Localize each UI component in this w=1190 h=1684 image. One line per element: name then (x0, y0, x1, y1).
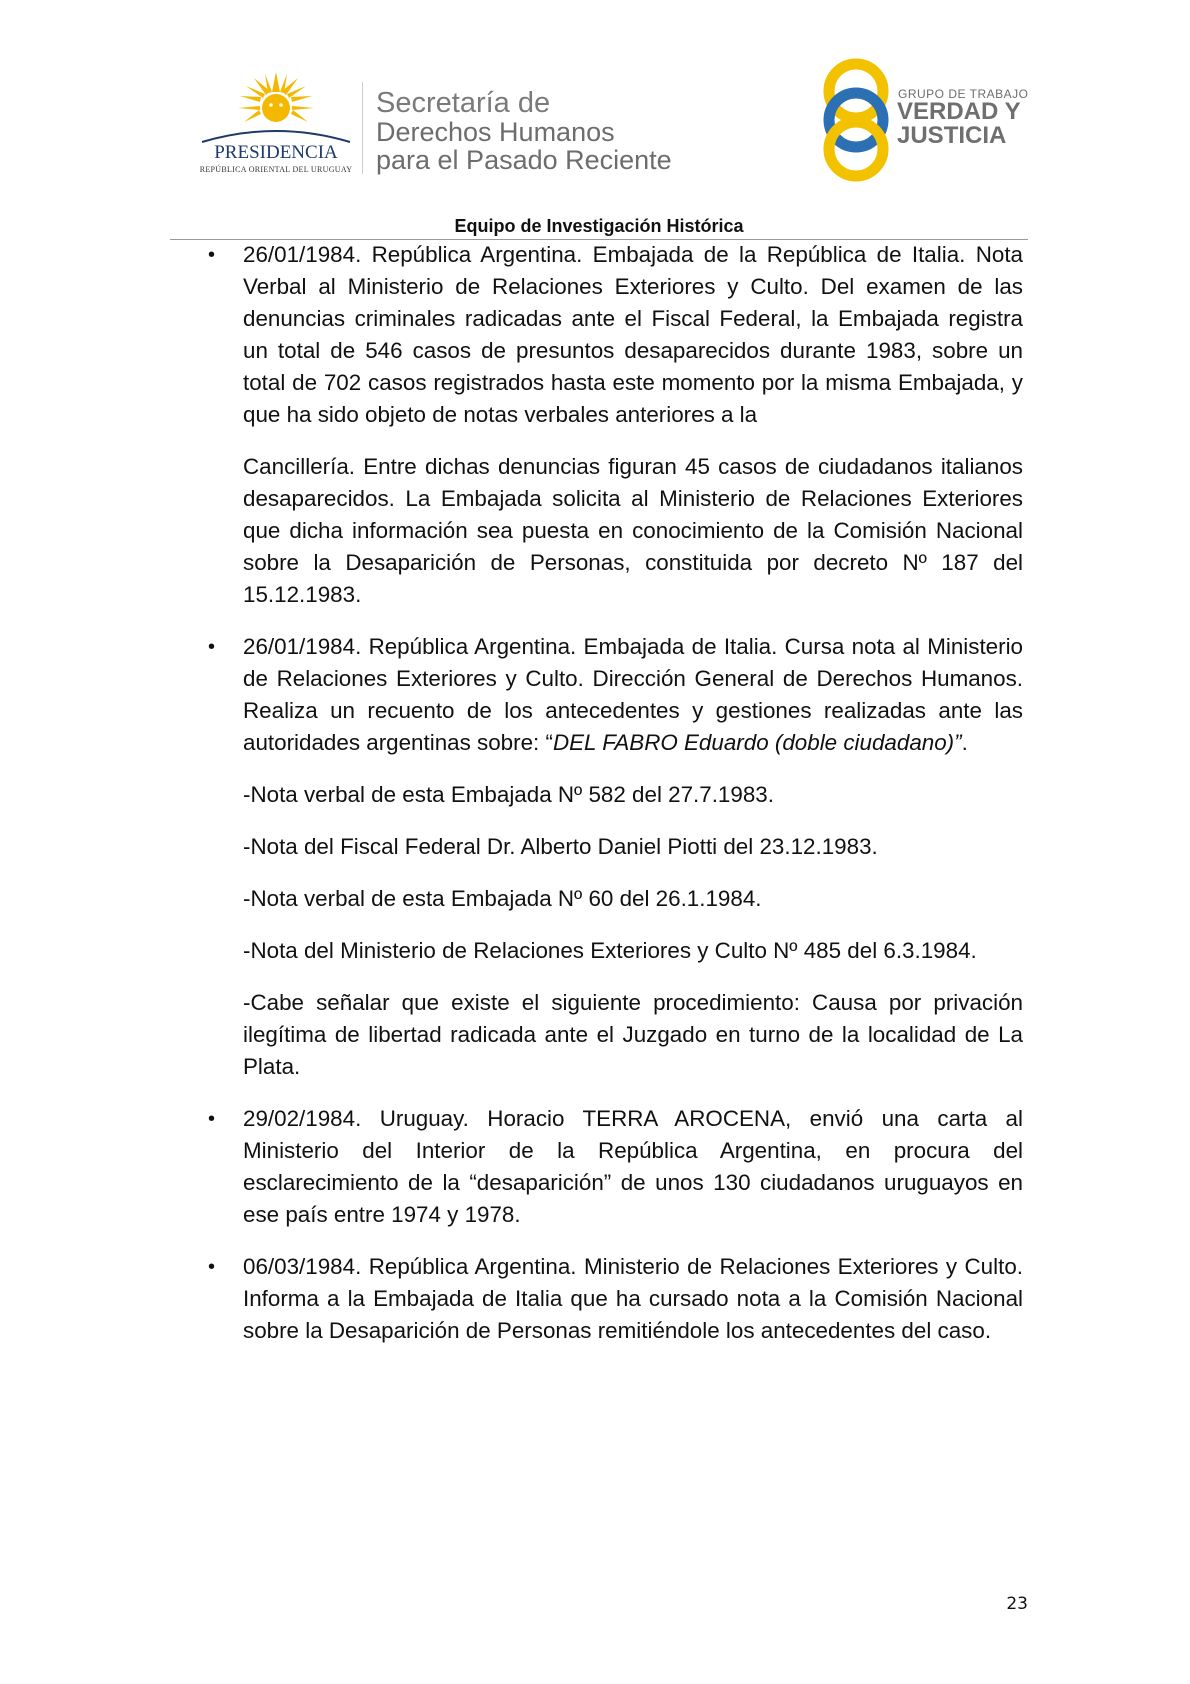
entry-text: 26/01/1984. República Argentina. Embajada de Italia. Cursa nota al Ministerio de Relaciones Exteriores y Culto. Dirección General de Derechos Humanos. Realiza un recuento de los antecedentes y gestiones realizadas ante las autoridades argentinas sobre: “ (243, 634, 1023, 755)
list-item (208, 239, 1023, 611)
presidencia-logo (196, 72, 356, 182)
secretaria-line-3: para el Pasado Reciente (376, 145, 672, 175)
logo-divider (362, 82, 363, 174)
note-line: -Nota del Fiscal Federal Dr. Alberto Daniel Piotti del 23.12.1983. (243, 834, 878, 859)
gtvj-grupo-text: GRUPO DE TRABAJO (898, 87, 1029, 101)
bullet-icon: • (208, 1256, 216, 1278)
page-header (0, 0, 1190, 200)
list-item (208, 1251, 1023, 1347)
entry-text-end: . (961, 730, 968, 755)
entry-paragraph-continued: Cancillería. Entre dichas denuncias figuran 45 casos de ciudadanos italianos desaparecidos. La Embajada solicita al Ministerio de Relaciones Exteriores que dicha información sea puesta en conocimiento de la Comisión Nacional sobre la Desaparición de Personas, constituida por decreto Nº 187 del 15.12.1983. (243, 454, 1023, 607)
verdad-justicia-logo (820, 55, 1040, 185)
secretaria-logo-text (376, 88, 672, 174)
gtvj-verdad-text: VERDAD Y (897, 98, 1021, 125)
entry-paragraph: 26/01/1984. República Argentina. Embajada de la República de Italia. Nota Verbal al Ministerio de Relaciones Exteriores y Culto. Del examen de las denuncias criminales radicadas ante el Fiscal Federal, la Embajada registra un total de 546 casos de presuntos desaparecidos durante 1983, sobre un total de 702 casos registrados hasta este momento por la misma Embajada, y que ha sido objeto de notas verbales anteriores a la (243, 242, 1023, 427)
secretaria-line-2: Derechos Humanos (376, 117, 615, 147)
note-line: -Nota verbal de esta Embajada Nº 60 del 26.1.1984. (243, 886, 762, 911)
entry-paragraph (243, 631, 1023, 759)
interlocking-rings-icon (820, 55, 892, 185)
entry-paragraph: 29/02/1984. Uruguay. Horacio TERRA AROCENA, envió una carta al Ministerio del Interior de la República Argentina, en procura del esclarecimiento de la “desaparición” de unos 130 ciudadanos uruguayos en ese país entre 1974 y 1978. (243, 1106, 1023, 1227)
presidencia-wordmark: PRESIDENCIA (214, 142, 338, 163)
gtvj-justicia-text: JUSTICIA (897, 122, 1007, 149)
list-item (208, 631, 1023, 1083)
note-line: -Cabe señalar que existe el siguiente procedimiento: Causa por privación ilegítima de libertad radicada ante el Juzgado en turno de la localidad de La Plata. (243, 990, 1023, 1079)
team-title: Equipo de Investigación Histórica (454, 216, 744, 236)
bullet-icon: • (208, 244, 216, 266)
page-number: 23 (1006, 1594, 1028, 1614)
document-body (208, 239, 1023, 1367)
entry-italic-name: DEL FABRO Eduardo (doble ciudadano)” (552, 730, 962, 755)
entry-paragraph: 06/03/1984. República Argentina. Ministerio de Relaciones Exteriores y Culto. Informa a la Embajada de Italia que ha cursado nota a la Comisión Nacional sobre la Desaparición de Personas remitiéndole los antecedentes del caso. (243, 1254, 1023, 1343)
presidencia-arc-icon (196, 124, 356, 144)
bullet-icon: • (208, 1108, 216, 1130)
note-line: -Nota verbal de esta Embajada Nº 582 del 27.7.1983. (243, 782, 774, 807)
bullet-icon: • (208, 636, 216, 658)
note-line: -Nota del Ministerio de Relaciones Exteriores y Culto Nº 485 del 6.3.1984. (243, 938, 977, 963)
list-item (208, 1103, 1023, 1231)
presidencia-subtitle: REPÚBLICA ORIENTAL DEL URUGUAY (199, 165, 353, 174)
secretaria-line-1: Secretaría de (376, 87, 551, 119)
